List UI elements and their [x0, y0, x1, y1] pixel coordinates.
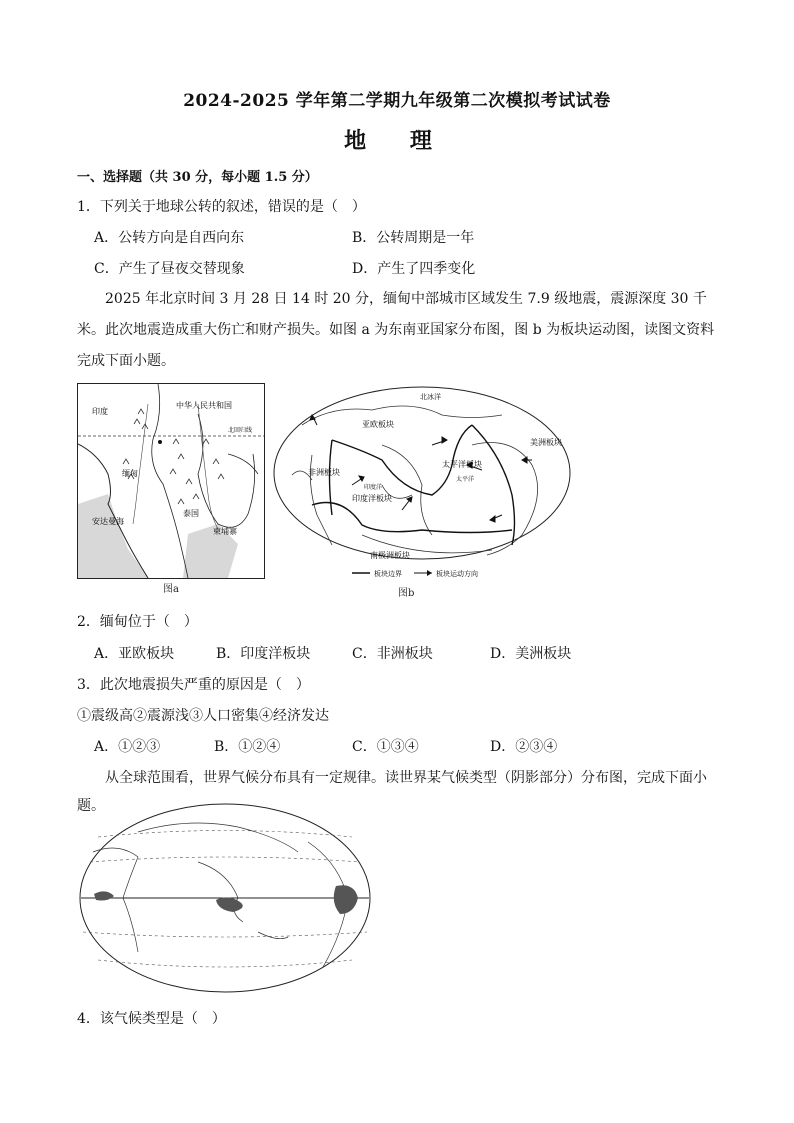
southeast-asia-map-svg [78, 384, 264, 578]
q1-option-d[interactable]: D．产生了四季变化 [352, 261, 476, 277]
question-1-stem: 1．下列关于地球公转的叙述，错误的是（ ） [77, 199, 366, 215]
mountain-symbols [123, 409, 224, 504]
river-2 [198, 404, 218, 529]
q3-option-d[interactable]: D．②③④ [490, 739, 558, 755]
figure-a-map [77, 383, 265, 579]
label-thailand: 泰国 [183, 509, 199, 518]
plate-map-svg [272, 385, 572, 577]
label-eurasian-plate: 亚欧板块 [362, 420, 394, 429]
label-tropic: 北回归线 [228, 427, 253, 434]
subject-title: 地 理 [344, 128, 450, 154]
intro-paragraph-2: 从全球范围看，世界气候分布具有一定规律。读世界某气候类型（阴影部分）分布图，完成下面小题。 [77, 770, 707, 814]
andaman-sea-area [78, 494, 148, 578]
label-pacific-plate: 太平洋板块 [442, 460, 482, 469]
q1-option-b[interactable]: B．公转周期是一年 [352, 230, 475, 246]
q2-option-c[interactable]: C．非洲板块 [352, 646, 433, 662]
label-indian-ocean: 印度洋 [364, 484, 383, 491]
q1-option-c[interactable]: C．产生了昼夜交替现象 [94, 261, 245, 277]
label-andaman: 安达曼海 [92, 517, 124, 526]
label-india: 印度 [92, 407, 108, 416]
label-cambodia: 柬埔寨 [213, 527, 237, 536]
question-2-stem: 2．缅甸位于（ ） [77, 614, 198, 630]
question-3-items: ①震级高②震源浅③人口密集④经济发达 [77, 708, 329, 724]
label-myanmar: 缅甸 [122, 469, 138, 478]
legend-motion: 板块运动方向 [436, 570, 478, 577]
border-myanmar-thailand [152, 384, 188, 578]
section-heading: 一、选择题（共 30 分，每小题 1.5 分） [77, 170, 318, 185]
city-marker [158, 440, 162, 444]
intro-paragraph-1: 2025 年北京时间 3 月 28 日 14 时 20 分，缅甸中部城市区域发生 7.9 级地震，震源深度 30 千米。此次地震造成重大伤亡和财产损失。如图 a 为东南亚国家分布图，图 b 为板块运动图，读图文资料完成下面小题。 [77, 291, 715, 369]
q1-option-a[interactable]: A．公转方向是自西向东 [94, 230, 245, 246]
label-antarctic-plate: 南极洲板块 [370, 551, 410, 560]
q2-option-a[interactable]: A．亚欧板块 [94, 646, 175, 662]
label-african-plate: 非洲板块 [308, 468, 340, 477]
figure-a-caption: 图a [163, 584, 179, 595]
label-indian-plate: 印度洋板块 [352, 494, 392, 503]
question-3-stem: 3．此次地震损失严重的原因是（ ） [77, 677, 310, 693]
figure-b-caption: 图b [398, 588, 415, 599]
legend-arrow-icon [427, 570, 432, 576]
question-4-stem: 4．该气候类型是（ ） [77, 1011, 226, 1027]
q3-option-a[interactable]: A．①②③ [94, 739, 161, 755]
exam-title: 2024-2025 学年第二学期九年级第二次模拟考试试卷 [183, 91, 611, 111]
legend-boundary: 板块边界 [374, 570, 402, 577]
label-american-plate: 美洲板块 [530, 438, 562, 447]
label-arctic: 北冰洋 [420, 393, 441, 401]
q2-option-b[interactable]: B．印度洋板块 [216, 646, 311, 662]
figure-b-map [272, 385, 572, 577]
climate-world-map [78, 802, 372, 994]
climate-map-svg [78, 802, 372, 994]
q3-option-b[interactable]: B．①②④ [214, 739, 281, 755]
label-pacific-ocean: 太平洋 [456, 476, 475, 483]
label-china: 中华人民共和国 [176, 401, 232, 410]
q3-option-c[interactable]: C．①③④ [352, 739, 419, 755]
q2-option-d[interactable]: D．美洲板块 [490, 646, 572, 662]
